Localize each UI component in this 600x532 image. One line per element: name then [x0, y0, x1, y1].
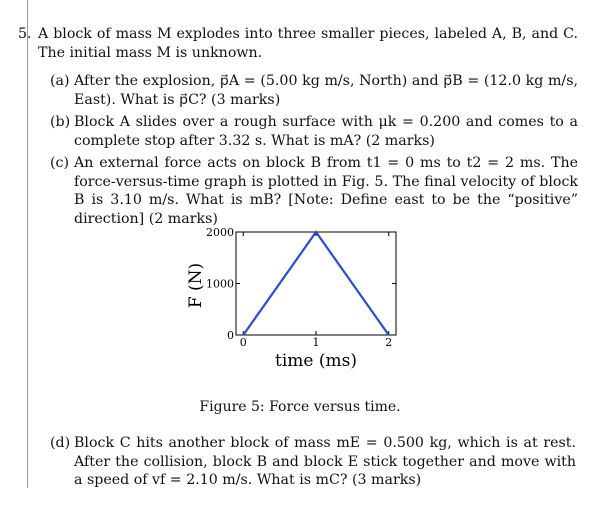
part-a [50, 72, 578, 109]
figure-caption: Figure 5: Force versus time. [199, 399, 401, 415]
part-d-label: (d) [50, 435, 71, 451]
y-axis-label: F (N) [186, 262, 206, 309]
x-tick-label: 1 [312, 336, 320, 349]
x-axis-label: time (ms) [275, 351, 357, 371]
part-c [50, 154, 578, 228]
part-b-label: (b) [50, 114, 71, 130]
y-tick-label: 1000 [206, 277, 234, 291]
plot-frame [236, 232, 396, 335]
x-tick-label: 0 [239, 336, 247, 349]
question-header [18, 25, 578, 62]
part-d-text: Block C hits another block of mass mE = 0.500 kg, which is at rest. After the collision, block B and block E stick together and move with a speed of vf = 2.10 m/s. What is mC? (3 marks) [74, 435, 576, 488]
part-d [50, 434, 576, 494]
x-tick-label: 2 [385, 336, 393, 349]
part-c-text: An external force acts on block B from t1 = 0 ms to t2 = 2 ms. The force-versus-time graph is plotted in Fig. 5. The final velocity of block B is 3.10 m/s. What is mB? [Note: Define east to be the “positive” direction] (2 marks) [74, 155, 578, 227]
y-tick-label: 0 [227, 329, 234, 342]
y-tick-label: 2000 [206, 226, 234, 239]
problem-5 [18, 25, 578, 232]
part-a-text: After the explosion, p⃗A = (5.00 kg m/s, North) and p⃗B = (12.0 kg m/s, East). What is p⃗C? (3 marks) [74, 73, 578, 108]
figure-5 [180, 225, 420, 415]
parts-list [50, 72, 578, 228]
force-time-chart [180, 225, 420, 395]
question-number: 5. [18, 26, 32, 42]
part-b [50, 113, 578, 150]
part-b-text: Block A slides over a rough surface with μk = 0.200 and comes to a complete stop after 3.32 s. What is mA? (2 marks) [74, 114, 578, 149]
force-series-line [243, 232, 388, 335]
question-text [38, 25, 578, 62]
question-intro: A block of mass M explodes into three smaller pieces, labeled A, B, and C. The initial mass M is unknown. [38, 26, 578, 61]
part-a-label: (a) [50, 73, 70, 89]
part-c-label: (c) [50, 155, 70, 171]
